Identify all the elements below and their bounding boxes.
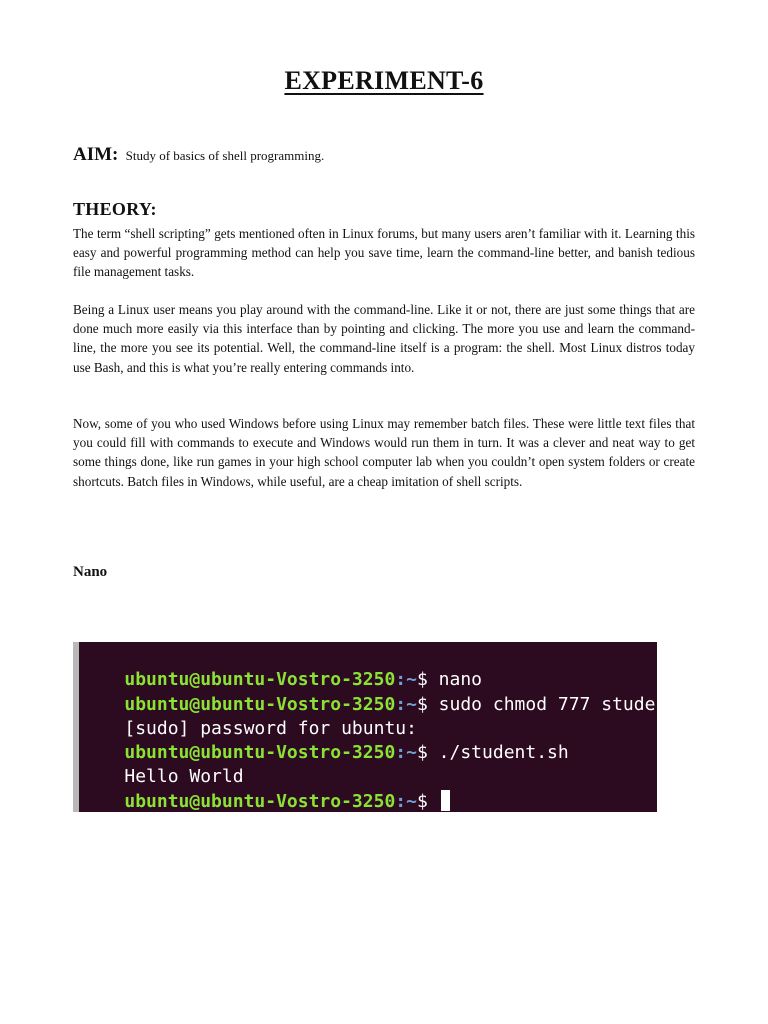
prompt-user: ubuntu@ubuntu-Vostro-3250 xyxy=(124,669,396,691)
page-title: EXPERIMENT-6 xyxy=(284,66,484,95)
terminal-screenshot xyxy=(73,642,710,812)
nano-section-label: Nano xyxy=(73,564,108,580)
terminal-cursor xyxy=(441,790,450,811)
theory-paragraph-3: Now, some of you who used Windows before using Linux may remember batch files. These were little text files that you could fill with commands to execute and Windows would run them in turn. It was a clever and neat way to get some things done, like run games in your high school computer lab when you couldn’t open system folders or create shortcuts. Batch files in Windows, while useful, are a cheap imitation of shell scripts. xyxy=(73,416,695,489)
terminal-output: Hello World xyxy=(124,766,244,788)
prompt-path: :~ xyxy=(395,790,417,812)
terminal-command: ./student.sh xyxy=(438,742,569,764)
terminal-command: nano xyxy=(438,669,483,691)
prompt-symbol: $ xyxy=(416,790,439,812)
terminal-command: sudo chmod 777 student.sh xyxy=(438,693,710,715)
prompt-path: :~ xyxy=(395,669,417,691)
terminal-line xyxy=(81,644,657,691)
aim-section xyxy=(73,143,703,168)
prompt-symbol: $ xyxy=(416,742,439,764)
prompt-user: ubuntu@ubuntu-Vostro-3250 xyxy=(124,790,396,812)
terminal-output: [sudo] password for ubuntu: xyxy=(124,717,417,739)
prompt-symbol: $ xyxy=(416,693,439,715)
aim-label: AIM: xyxy=(73,144,119,165)
prompt-path: :~ xyxy=(395,742,417,764)
aim-text: Study of basics of shell programming. xyxy=(125,148,325,163)
prompt-path: :~ xyxy=(395,693,417,715)
prompt-symbol: $ xyxy=(416,669,439,691)
prompt-user: ubuntu@ubuntu-Vostro-3250 xyxy=(124,742,396,764)
prompt-user: ubuntu@ubuntu-Vostro-3250 xyxy=(124,693,396,715)
theory-paragraph-2: Being a Linux user means you play around with the command-line. Like it or not, there are just some things that are done much more easily via this interface than by pointing and clicking. The more you use and learn the command-line, the more you see its potential. Well, the command-line itself is a program: the shell. Most Linux distros today use Bash, and this is what you’re really entering commands into. xyxy=(73,302,695,375)
theory-paragraph-1: The term “shell scripting” gets mentioned often in Linux forums, but many users aren’t familiar with it. Learning this easy and powerful programming method can help you save time, learn the command-line better, and banish tedious file management tasks. xyxy=(73,226,695,280)
theory-heading: THEORY: xyxy=(73,199,157,219)
